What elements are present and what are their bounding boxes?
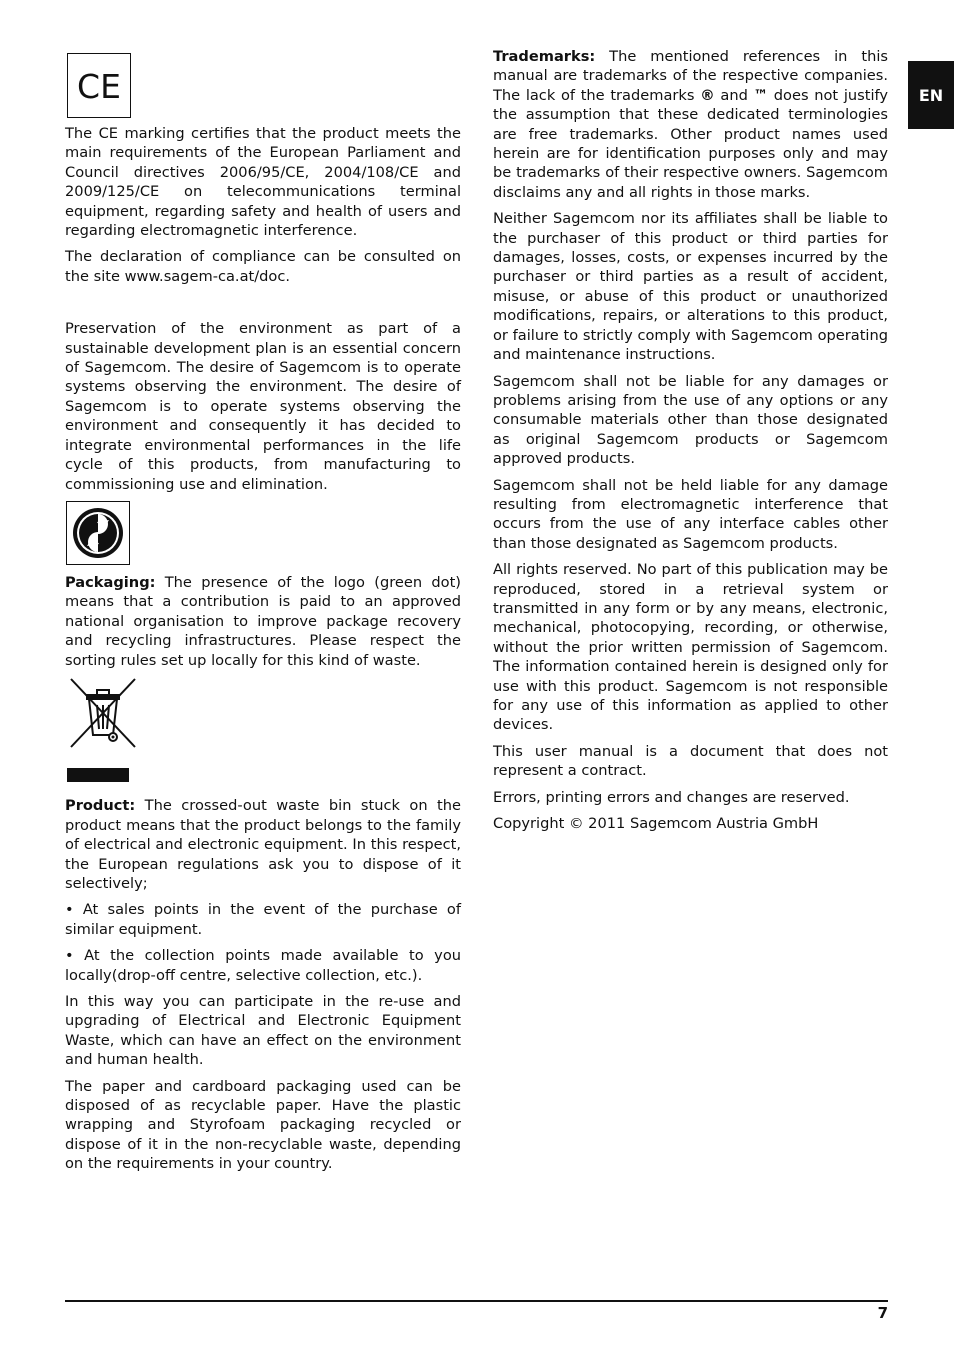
errors-paragraph: Errors, printing errors and changes are reserved. <box>493 788 850 806</box>
trademarks-label: Trademarks: <box>493 48 596 65</box>
ce-paragraph: The CE marking certifies that the product meets the main requirements of the European Parliament and Council directives 2006/95/CE, 2004/108/CE and 2009/125/CE on telecommunications terminal equipment, regarding safety and health of users and regarding electromagnetic interference. <box>65 125 461 240</box>
ce-declaration-paragraph: The declaration of compliance can be consulted on the site www.sagem-ca.at/doc. <box>65 248 461 285</box>
rights-paragraph: All rights reserved. No part of this publication may be reproduced, stored in a retrieval system or transmitted in any form or by any means, electronic, mechanical, photocopying, recording, or otherwise, without the prior written permission of Sagemcom. The information contained herein is designed only for use with this product. Sagemcom is not responsible for any use of this information as applied to other devices. <box>493 561 888 734</box>
registered-symbol: ® <box>700 86 715 104</box>
product-text: The crossed-out waste bin stuck on the product means that the product belongs to the family of electrical and electronic equipment. In this respect, the European regulations ask you to dispose of it selectively; <box>65 797 461 892</box>
ce-mark-logo <box>67 53 131 118</box>
packaging-text: The presence of the logo (green dot) means that a contribution is paid to an approved national organisation to improve package recovery and recycling infrastructures. Please respect the sorting rules set up locally for this kind of waste. <box>65 573 461 669</box>
environment-paragraph: Preservation of the environment as part of a sustainable development plan is an essential concern of Sagemcom. The desire of Sagemcom is to operate systems observing the environment. The desire of Sagemcom is to operate systems observing the environment and consequently it has decided to integrate environmental performances in the life cycle of this products, from manufacturing to commissioning use and elimination. <box>65 320 461 493</box>
bullet-sales-points: • At sales points in the event of the purchase of similar equipment. <box>65 901 461 938</box>
copyright-paragraph: Copyright © 2011 Sagemcom Austria GmbH <box>493 815 819 833</box>
paper-packaging-paragraph: The paper and cardboard packaging used can be disposed of as recyclable paper. Have the plastic wrapping and Styrofoam packaging recycled or dispose of it in the non-recyclable waste, depending on the requirements in your country. <box>65 1077 461 1173</box>
product-paragraph <box>65 796 461 893</box>
trademarks-paragraph <box>493 47 888 202</box>
section-gap <box>65 293 461 319</box>
liability-paragraph: Neither Sagemcom nor its affiliates shall be liable to the purchaser of this product or third parties for damages, losses, costs, or expenses incurred by the purchaser or third parties as a result of accident, misuse, or abuse of this product or unauthorized modifications, repairs, or alterations to this product, or failure to strictly comply with Sagemcom operating and maintenance instructions. <box>493 210 888 364</box>
emi-paragraph: Sagemcom shall not be held liable for any damage resulting from electromagnetic interference that occurs from the use of any interface cables other than those designated as Sagemcom products. <box>493 476 888 552</box>
bullet-collection-points: • At the collection points made available to you locally(drop-off centre, selective collection, etc.). <box>65 947 461 984</box>
packaging-label: Packaging: <box>65 573 156 591</box>
language-tab-label: EN <box>918 85 944 105</box>
and-word: and <box>714 86 754 104</box>
right-column <box>493 47 888 840</box>
footer-rule <box>65 1300 888 1302</box>
product-label: Product: <box>65 797 136 815</box>
reuse-paragraph: In this way you can participate in the re-use and upgrading of Electrical and Electronic Equipment Waste, which can have an effect on the environment and human health. <box>65 993 461 1069</box>
trademarks-text-b: does not justify the assumption that these dedicated terminologies are free trademarks. Other product names used herein are for identification purposes only and may be trademarks of their respective owners. Sagemcom disclaims any and all rights in those marks. <box>493 86 889 201</box>
ce-mark-icon <box>76 64 122 108</box>
weee-black-bar <box>67 768 129 782</box>
trademark-symbol: ™ <box>753 86 769 104</box>
trademarks-text-a: The mentioned references in this manual are trademarks of the respective companies. The lack of the trademarks <box>493 48 888 104</box>
packaging-paragraph <box>65 573 461 670</box>
weee-logo <box>67 677 137 782</box>
contract-paragraph: This user manual is a document that does not represent a contract. <box>493 742 888 780</box>
green-dot-logo <box>66 501 130 565</box>
page-number: 7 <box>877 1304 888 1322</box>
left-column <box>65 46 461 1181</box>
crossed-out-bin-icon <box>67 677 137 749</box>
options-paragraph: Sagemcom shall not be liable for any damages or problems arising from the use of any options or any consumable materials other than those designated as original Sagemcom products or Sagemcom approved products. <box>493 372 888 468</box>
ce-mark-lettering: CE <box>77 66 121 106</box>
green-dot-icon <box>71 506 125 560</box>
language-tab <box>908 61 954 129</box>
